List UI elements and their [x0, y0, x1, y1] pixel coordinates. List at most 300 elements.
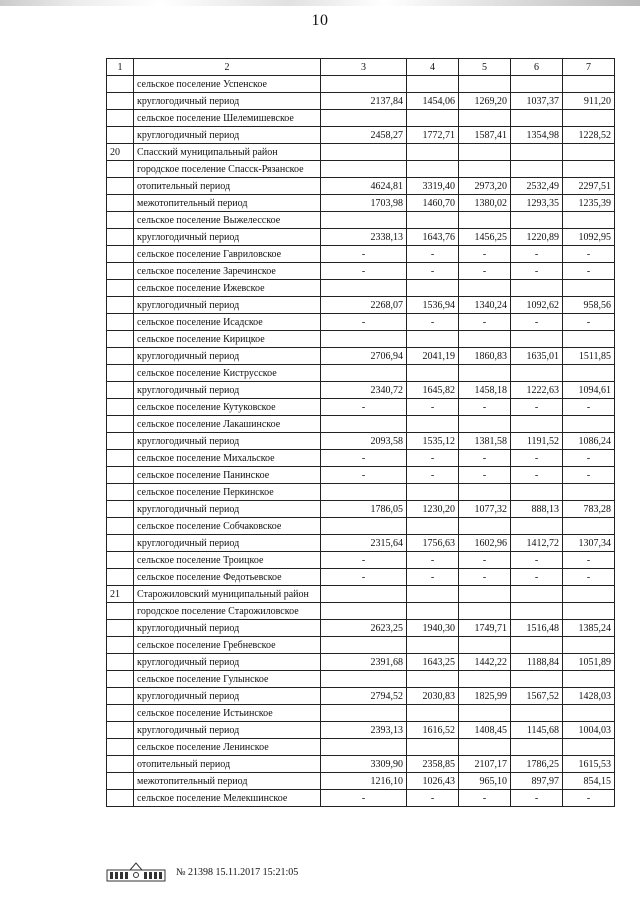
value-cell: [459, 637, 511, 654]
value-cell: -: [459, 552, 511, 569]
row-index-cell: [107, 790, 134, 807]
value-cell: -: [321, 314, 407, 331]
value-cell: [407, 416, 459, 433]
row-index-cell: [107, 603, 134, 620]
value-cell: 1786,25: [511, 756, 563, 773]
value-cell: -: [459, 467, 511, 484]
row-index-cell: [107, 399, 134, 416]
value-cell: -: [511, 246, 563, 263]
value-cell: 1216,10: [321, 773, 407, 790]
row-label-cell: сельское поселение Кутуковское: [134, 399, 321, 416]
value-cell: 2458,27: [321, 127, 407, 144]
value-cell: 1408,45: [459, 722, 511, 739]
value-cell: -: [511, 569, 563, 586]
value-cell: [407, 484, 459, 501]
value-cell: [459, 416, 511, 433]
value-cell: [321, 144, 407, 161]
value-cell: 1615,53: [563, 756, 615, 773]
column-header: 1: [107, 59, 134, 76]
value-cell: [407, 671, 459, 688]
row-label-cell: отопительный период: [134, 178, 321, 195]
value-cell: [511, 161, 563, 178]
value-cell: [407, 110, 459, 127]
value-cell: [407, 518, 459, 535]
value-cell: [407, 331, 459, 348]
table-row: [107, 773, 615, 790]
value-cell: [511, 280, 563, 297]
row-label-cell: круглогодичный период: [134, 535, 321, 552]
table-row: [107, 739, 615, 756]
value-cell: 1026,43: [407, 773, 459, 790]
row-label-cell: круглогодичный период: [134, 297, 321, 314]
row-label-cell: круглогодичный период: [134, 127, 321, 144]
registry-stamp-icon: [106, 862, 166, 882]
table-row: [107, 552, 615, 569]
value-cell: -: [321, 246, 407, 263]
value-cell: -: [459, 246, 511, 263]
value-cell: 1037,37: [511, 93, 563, 110]
value-cell: 1188,84: [511, 654, 563, 671]
value-cell: [563, 586, 615, 603]
value-cell: 4624,81: [321, 178, 407, 195]
column-header: 5: [459, 59, 511, 76]
value-cell: [459, 212, 511, 229]
row-index-cell: 20: [107, 144, 134, 161]
value-cell: 1756,63: [407, 535, 459, 552]
table-row: [107, 314, 615, 331]
value-cell: [459, 586, 511, 603]
row-index-cell: [107, 518, 134, 535]
value-cell: 1051,89: [563, 654, 615, 671]
value-cell: 2706,94: [321, 348, 407, 365]
value-cell: 1772,71: [407, 127, 459, 144]
row-index-cell: [107, 263, 134, 280]
table-row: [107, 382, 615, 399]
table-row: [107, 586, 615, 603]
row-index-cell: [107, 501, 134, 518]
value-cell: 1385,24: [563, 620, 615, 637]
value-cell: 1535,12: [407, 433, 459, 450]
value-cell: 1222,63: [511, 382, 563, 399]
table-row: [107, 637, 615, 654]
value-cell: 1536,94: [407, 297, 459, 314]
value-cell: 1428,03: [563, 688, 615, 705]
value-cell: -: [321, 450, 407, 467]
row-index-cell: [107, 161, 134, 178]
value-cell: [563, 518, 615, 535]
value-cell: -: [407, 246, 459, 263]
row-label-cell: сельское поселение Лакашинское: [134, 416, 321, 433]
row-index-cell: [107, 331, 134, 348]
row-index-cell: [107, 739, 134, 756]
value-cell: -: [459, 569, 511, 586]
value-cell: [321, 331, 407, 348]
value-cell: [459, 739, 511, 756]
row-label-cell: сельское поселение Гавриловское: [134, 246, 321, 263]
column-header: 6: [511, 59, 563, 76]
value-cell: 2391,68: [321, 654, 407, 671]
table-row: [107, 450, 615, 467]
value-cell: [321, 280, 407, 297]
value-cell: -: [511, 467, 563, 484]
value-cell: [563, 739, 615, 756]
row-index-cell: 21: [107, 586, 134, 603]
value-cell: [511, 705, 563, 722]
value-cell: -: [407, 552, 459, 569]
value-cell: [563, 76, 615, 93]
value-cell: 1307,34: [563, 535, 615, 552]
row-label-cell: сельское поселение Гребневское: [134, 637, 321, 654]
value-cell: 1454,06: [407, 93, 459, 110]
row-index-cell: [107, 382, 134, 399]
row-label-cell: сельское поселение Шелемишевское: [134, 110, 321, 127]
value-cell: [321, 76, 407, 93]
value-cell: [321, 739, 407, 756]
value-cell: 783,28: [563, 501, 615, 518]
document-registration: № 21398 15.11.2017 15:21:05: [176, 866, 299, 878]
table-row: [107, 790, 615, 807]
value-cell: [563, 637, 615, 654]
row-index-cell: [107, 212, 134, 229]
value-cell: [511, 416, 563, 433]
value-cell: [321, 110, 407, 127]
row-label-cell: сельское поселение Собчаковское: [134, 518, 321, 535]
value-cell: 1228,52: [563, 127, 615, 144]
row-index-cell: [107, 569, 134, 586]
value-cell: 1191,52: [511, 433, 563, 450]
value-cell: [407, 76, 459, 93]
value-cell: [321, 416, 407, 433]
value-cell: 1458,18: [459, 382, 511, 399]
value-cell: 1602,96: [459, 535, 511, 552]
table-row: [107, 76, 615, 93]
value-cell: -: [563, 263, 615, 280]
table-row: [107, 416, 615, 433]
value-cell: 1145,68: [511, 722, 563, 739]
value-cell: [459, 365, 511, 382]
value-cell: [321, 161, 407, 178]
value-cell: -: [563, 552, 615, 569]
table-row: [107, 297, 615, 314]
value-cell: 1442,22: [459, 654, 511, 671]
table-row: [107, 365, 615, 382]
column-header: 4: [407, 59, 459, 76]
value-cell: [321, 671, 407, 688]
value-cell: -: [407, 569, 459, 586]
value-cell: [563, 705, 615, 722]
value-cell: -: [321, 263, 407, 280]
row-index-cell: [107, 178, 134, 195]
row-label-cell: городское поселение Старожиловское: [134, 603, 321, 620]
value-cell: -: [407, 467, 459, 484]
table-row: [107, 603, 615, 620]
value-cell: 1269,20: [459, 93, 511, 110]
value-cell: 1380,02: [459, 195, 511, 212]
value-cell: 1092,62: [511, 297, 563, 314]
value-cell: -: [511, 790, 563, 807]
value-cell: 2315,64: [321, 535, 407, 552]
row-label-cell: сельское поселение Панинское: [134, 467, 321, 484]
value-cell: [321, 484, 407, 501]
value-cell: [407, 586, 459, 603]
row-index-cell: [107, 722, 134, 739]
value-cell: [407, 365, 459, 382]
value-cell: [511, 586, 563, 603]
value-cell: 911,20: [563, 93, 615, 110]
value-cell: -: [321, 790, 407, 807]
row-index-cell: [107, 314, 134, 331]
value-cell: 2340,72: [321, 382, 407, 399]
value-cell: 1643,76: [407, 229, 459, 246]
row-label-cell: городское поселение Спасск-Рязанское: [134, 161, 321, 178]
row-index-cell: [107, 348, 134, 365]
value-cell: [321, 212, 407, 229]
value-cell: 1235,39: [563, 195, 615, 212]
value-cell: 1749,71: [459, 620, 511, 637]
document-footer: [106, 862, 298, 882]
row-index-cell: [107, 433, 134, 450]
table-row: [107, 620, 615, 637]
row-label-cell: сельское поселение Исадское: [134, 314, 321, 331]
value-cell: 854,15: [563, 773, 615, 790]
value-cell: [407, 212, 459, 229]
value-cell: 1077,32: [459, 501, 511, 518]
value-cell: -: [563, 399, 615, 416]
row-label-cell: сельское поселение Мелекшинское: [134, 790, 321, 807]
value-cell: -: [563, 450, 615, 467]
table-row: [107, 348, 615, 365]
table-row: [107, 501, 615, 518]
value-cell: [459, 110, 511, 127]
row-label-cell: отопительный период: [134, 756, 321, 773]
table-row: [107, 195, 615, 212]
table-header-row: [107, 59, 615, 76]
row-index-cell: [107, 756, 134, 773]
row-index-cell: [107, 671, 134, 688]
value-cell: 1511,85: [563, 348, 615, 365]
value-cell: 1456,25: [459, 229, 511, 246]
table-row: [107, 484, 615, 501]
row-label-cell: круглогодичный период: [134, 348, 321, 365]
value-cell: 2358,85: [407, 756, 459, 773]
row-index-cell: [107, 416, 134, 433]
value-cell: [563, 144, 615, 161]
value-cell: [459, 518, 511, 535]
value-cell: 1220,89: [511, 229, 563, 246]
value-cell: [511, 144, 563, 161]
value-cell: -: [459, 399, 511, 416]
value-cell: -: [459, 450, 511, 467]
table-row: [107, 280, 615, 297]
row-index-cell: [107, 450, 134, 467]
row-index-cell: [107, 773, 134, 790]
value-cell: 2041,19: [407, 348, 459, 365]
row-label-cell: сельское поселение Успенское: [134, 76, 321, 93]
value-cell: -: [459, 263, 511, 280]
value-cell: 1412,72: [511, 535, 563, 552]
row-label-cell: сельское поселение Киструсское: [134, 365, 321, 382]
value-cell: [407, 144, 459, 161]
value-cell: [321, 705, 407, 722]
value-cell: [511, 76, 563, 93]
row-index-cell: [107, 688, 134, 705]
row-label-cell: круглогодичный период: [134, 722, 321, 739]
value-cell: 1825,99: [459, 688, 511, 705]
value-cell: -: [321, 399, 407, 416]
value-cell: -: [459, 790, 511, 807]
value-cell: [321, 586, 407, 603]
value-cell: 1643,25: [407, 654, 459, 671]
value-cell: 1567,52: [511, 688, 563, 705]
value-cell: 1516,48: [511, 620, 563, 637]
value-cell: 1086,24: [563, 433, 615, 450]
value-cell: -: [563, 790, 615, 807]
value-cell: [511, 212, 563, 229]
value-cell: [511, 671, 563, 688]
row-index-cell: [107, 76, 134, 93]
row-label-cell: сельское поселение Михальское: [134, 450, 321, 467]
table-row: [107, 144, 615, 161]
row-index-cell: [107, 229, 134, 246]
value-cell: 2030,83: [407, 688, 459, 705]
value-cell: [511, 484, 563, 501]
value-cell: [321, 637, 407, 654]
value-cell: 1340,24: [459, 297, 511, 314]
column-header: 7: [563, 59, 615, 76]
row-label-cell: круглогодичный период: [134, 688, 321, 705]
row-index-cell: [107, 127, 134, 144]
value-cell: [459, 484, 511, 501]
value-cell: [321, 365, 407, 382]
tariff-table: [106, 58, 615, 807]
value-cell: [563, 110, 615, 127]
value-cell: 1381,58: [459, 433, 511, 450]
value-cell: [407, 637, 459, 654]
value-cell: 1460,70: [407, 195, 459, 212]
value-cell: 1587,41: [459, 127, 511, 144]
value-cell: [459, 331, 511, 348]
value-cell: 1354,98: [511, 127, 563, 144]
row-index-cell: [107, 297, 134, 314]
row-label-cell: Спасский муниципальный район: [134, 144, 321, 161]
value-cell: [407, 739, 459, 756]
row-index-cell: [107, 620, 134, 637]
table-row: [107, 535, 615, 552]
value-cell: -: [407, 399, 459, 416]
value-cell: 958,56: [563, 297, 615, 314]
value-cell: 1230,20: [407, 501, 459, 518]
row-label-cell: сельское поселение Перкинское: [134, 484, 321, 501]
value-cell: -: [511, 314, 563, 331]
table-row: [107, 229, 615, 246]
row-label-cell: круглогодичный период: [134, 654, 321, 671]
value-cell: [407, 161, 459, 178]
value-cell: [511, 110, 563, 127]
row-index-cell: [107, 467, 134, 484]
value-cell: 1786,05: [321, 501, 407, 518]
value-cell: [407, 280, 459, 297]
value-cell: -: [511, 399, 563, 416]
value-cell: 1004,03: [563, 722, 615, 739]
value-cell: -: [407, 314, 459, 331]
table-row: [107, 688, 615, 705]
value-cell: [459, 76, 511, 93]
value-cell: -: [407, 450, 459, 467]
value-cell: 888,13: [511, 501, 563, 518]
value-cell: [563, 416, 615, 433]
value-cell: 2623,25: [321, 620, 407, 637]
value-cell: [511, 603, 563, 620]
table-row: [107, 178, 615, 195]
row-label-cell: сельское поселение Федотьевское: [134, 569, 321, 586]
row-label-cell: межотопительный период: [134, 773, 321, 790]
value-cell: 1645,82: [407, 382, 459, 399]
value-cell: 2137,84: [321, 93, 407, 110]
value-cell: 2973,20: [459, 178, 511, 195]
value-cell: [563, 161, 615, 178]
value-cell: [511, 518, 563, 535]
value-cell: -: [407, 790, 459, 807]
row-index-cell: [107, 552, 134, 569]
row-label-cell: круглогодичный период: [134, 501, 321, 518]
row-label-cell: сельское поселение Гулынское: [134, 671, 321, 688]
value-cell: [563, 671, 615, 688]
table-row: [107, 654, 615, 671]
value-cell: 2393,13: [321, 722, 407, 739]
table-row: [107, 110, 615, 127]
row-index-cell: [107, 110, 134, 127]
value-cell: [321, 603, 407, 620]
row-label-cell: круглогодичный период: [134, 382, 321, 399]
row-label-cell: сельское поселение Заречинское: [134, 263, 321, 280]
value-cell: -: [459, 314, 511, 331]
column-header: 3: [321, 59, 407, 76]
row-index-cell: [107, 705, 134, 722]
row-label-cell: сельское поселение Троицкое: [134, 552, 321, 569]
value-cell: 1293,35: [511, 195, 563, 212]
value-cell: -: [321, 569, 407, 586]
table-row: [107, 331, 615, 348]
row-index-cell: [107, 637, 134, 654]
value-cell: [563, 331, 615, 348]
value-cell: -: [511, 450, 563, 467]
value-cell: -: [563, 314, 615, 331]
value-cell: [459, 671, 511, 688]
value-cell: 2107,17: [459, 756, 511, 773]
table-row: [107, 467, 615, 484]
value-cell: [511, 365, 563, 382]
table-row: [107, 433, 615, 450]
value-cell: [511, 739, 563, 756]
value-cell: [563, 212, 615, 229]
value-cell: -: [563, 467, 615, 484]
value-cell: [459, 161, 511, 178]
value-cell: -: [563, 569, 615, 586]
value-cell: [407, 603, 459, 620]
value-cell: 1860,83: [459, 348, 511, 365]
value-cell: 2268,07: [321, 297, 407, 314]
value-cell: 1094,61: [563, 382, 615, 399]
value-cell: 965,10: [459, 773, 511, 790]
row-label-cell: сельское поселение Кирицкое: [134, 331, 321, 348]
row-index-cell: [107, 280, 134, 297]
table-row: [107, 246, 615, 263]
table-row: [107, 93, 615, 110]
row-label-cell: круглогодичный период: [134, 93, 321, 110]
value-cell: 897,97: [511, 773, 563, 790]
row-index-cell: [107, 195, 134, 212]
row-label-cell: сельское поселение Истьинское: [134, 705, 321, 722]
